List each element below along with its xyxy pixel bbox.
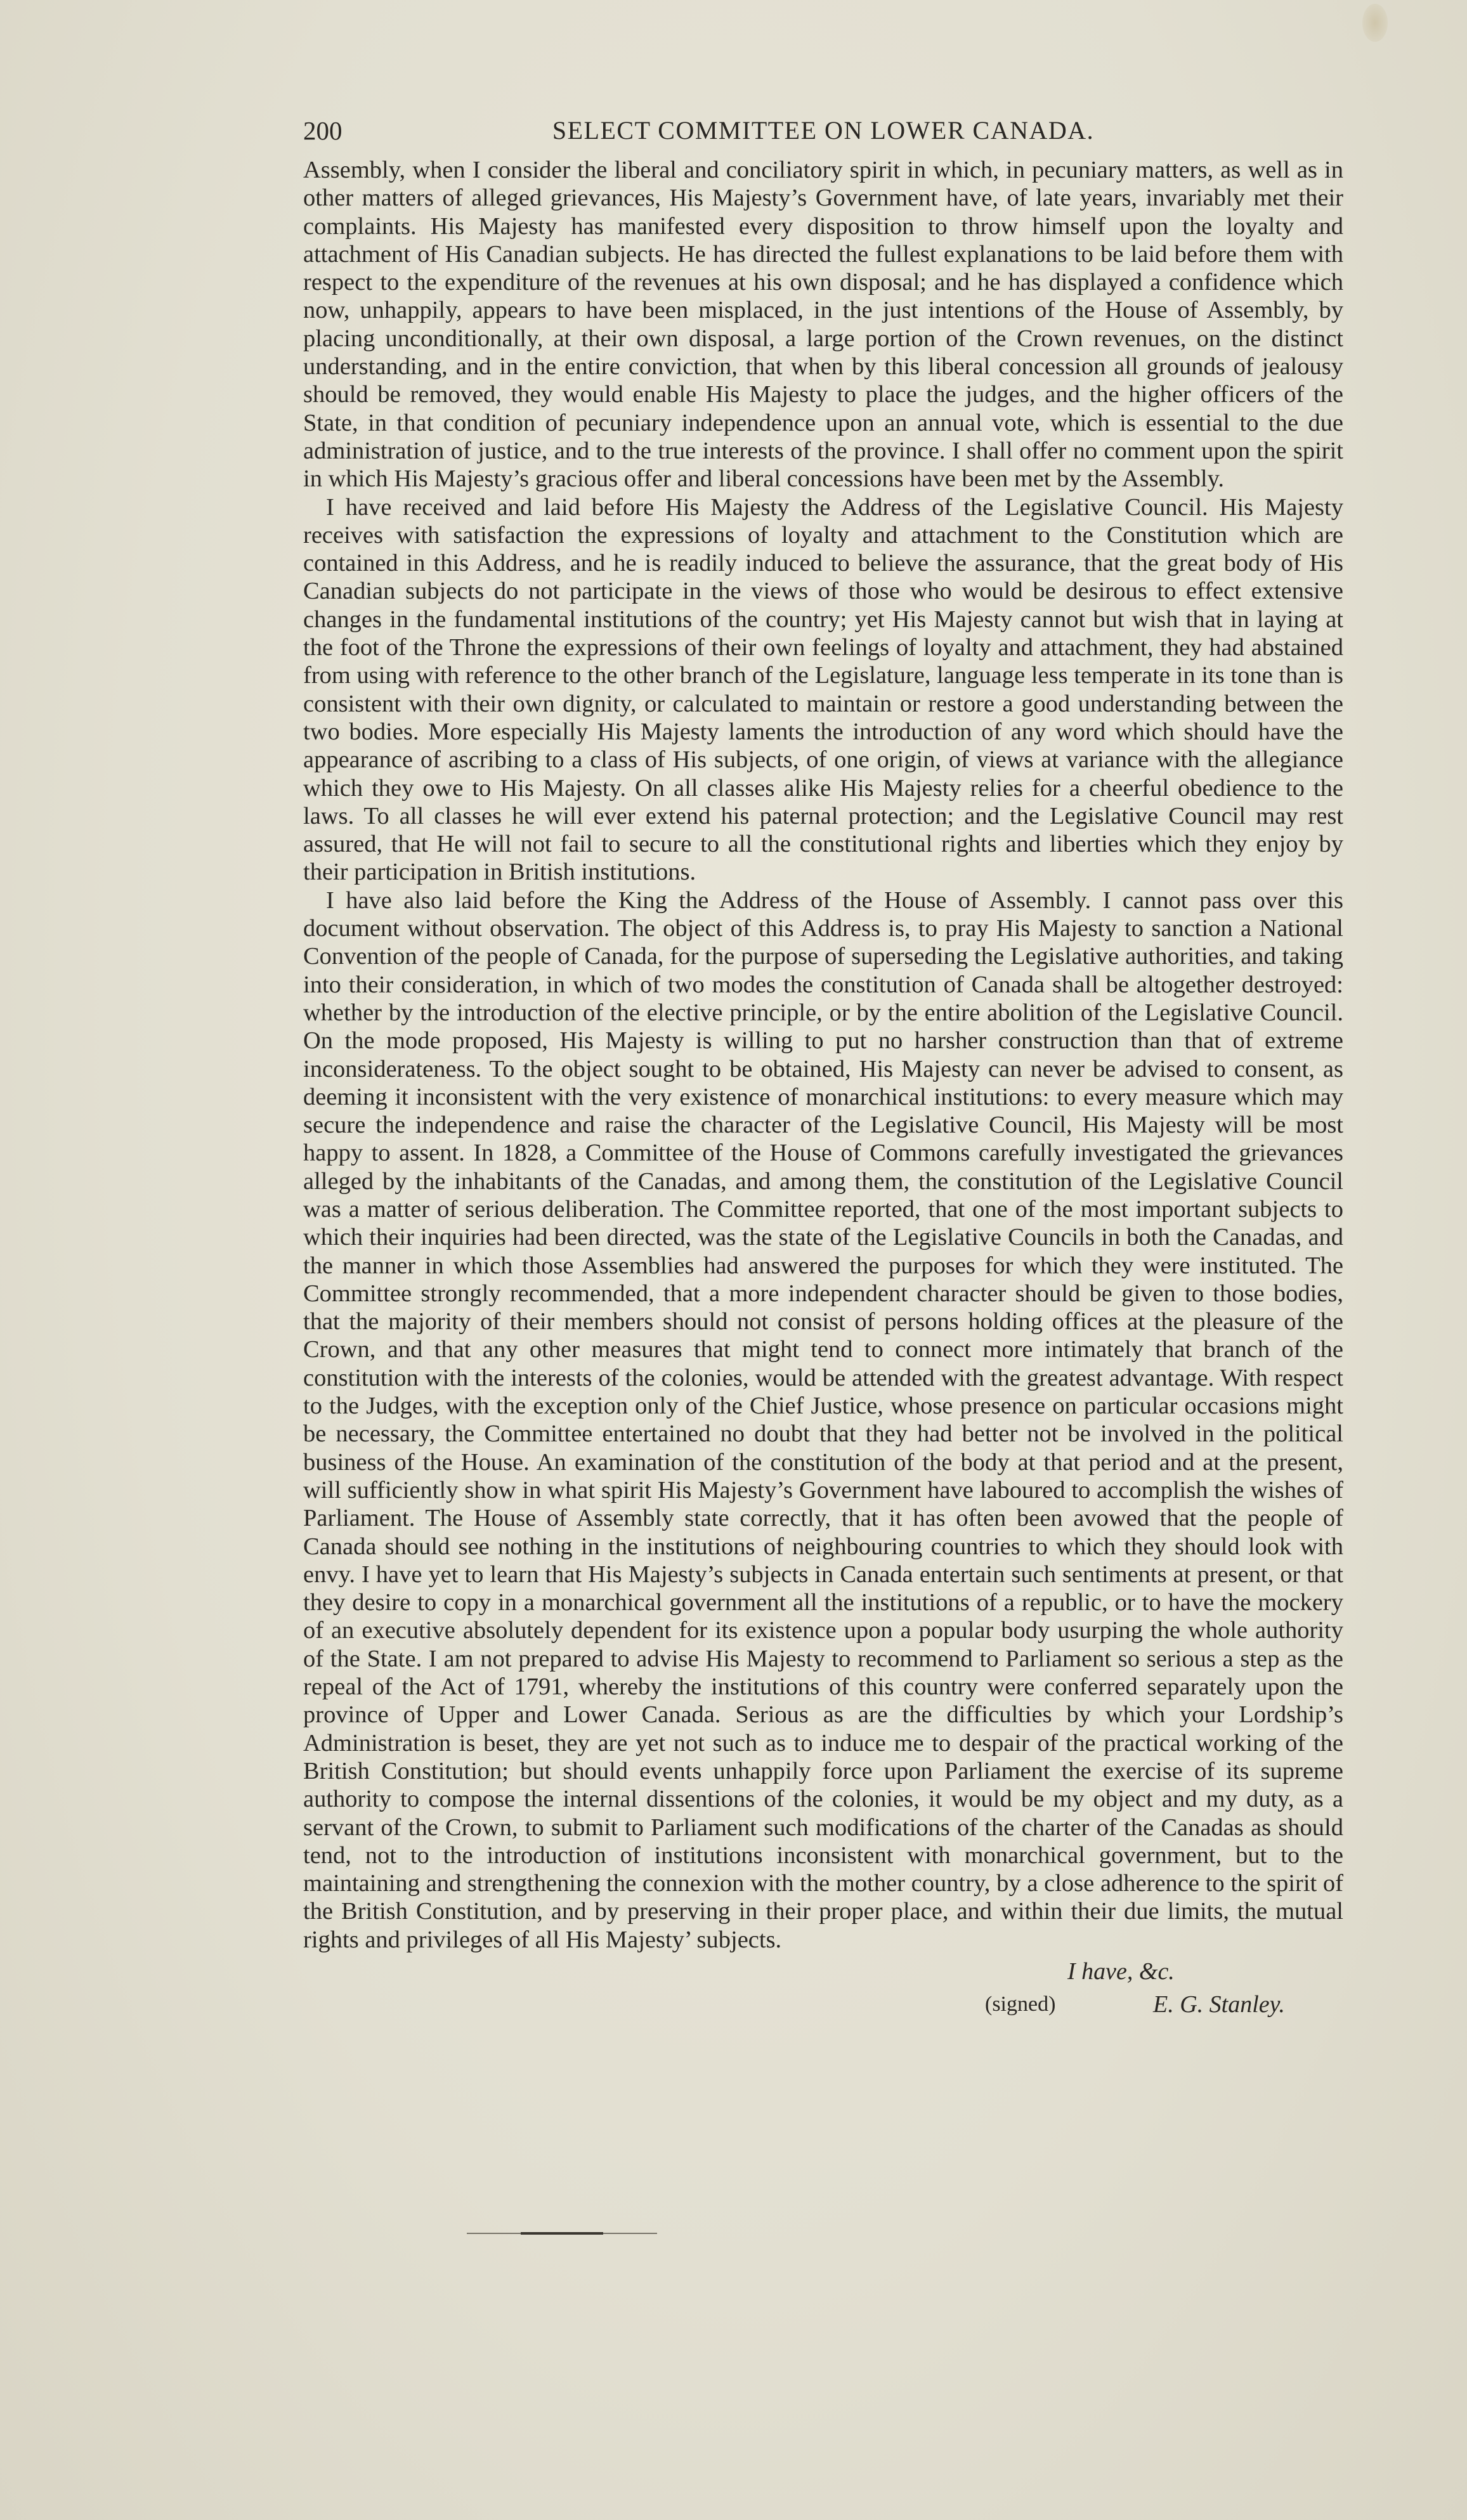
closing-line: I have, &c. <box>1067 1958 1175 1985</box>
letter-body <box>303 156 1343 1954</box>
page-number: 200 <box>303 116 342 145</box>
paper-stain <box>1362 4 1388 42</box>
running-head <box>303 112 1343 150</box>
signed-label: (signed) <box>985 1992 1056 2016</box>
signature: E. G. Stanley. <box>1153 1991 1285 2018</box>
running-title: SELECT COMMITTEE ON LOWER CANADA. <box>552 116 1095 145</box>
paragraph-house-of-assembly: I have also laid before the King the Address of the House of Assembly. I cannot pass over this document without observation. The object of this Address is, to pray His Majesty to sanction a National Convention of the people of Canada, for the purpose of superseding the Legislative authorities, and taking into their consideration, in which of two modes the constitution of Canada shall be altogether destroyed: whether by the introduction of the elective principle, or by the entire abolition of the Legislative Council. On the mode proposed, His Majesty is willing to put no harsher construction than that of extreme inconsiderateness. To the object sought to be obtained, His Majesty can never be advised to consent, as deeming it inconsistent with the very existence of monarchical institutions: to every measure which may secure the independence and raise the character of the Legislative Council, His Majesty will be most happy to assent. In 1828, a Committee of the House of Commons carefully investigated the grievances alleged by the inhabitants of the Canadas, and among them, the constitution of the Legislative Council was a matter of serious deliberation. The Committee reported, that one of the most important subjects to which their inquiries had been directed, was the state of the Legislative Councils in both the Canadas, and the manner in which those Assemblies had answered the purposes for which they were instituted. The Committee strongly recommended, that a more independent character should be given to those bodies, that the majority of their members should not consist of persons holding offices at the pleasure of the Crown, and that any other measures that might tend to connect more intimately that branch of the constitution with the interests of the colonies, would be attended with the greatest advantage. With respect to the Judges, with the exception only of the Chief Justice, whose presence on particular occasions might be necessary, the Committee entertained no doubt that they had better not be involved in the political business of the House. An examination of the constitution of the body at that period and at the present, will sufficiently show in what spirit His Majesty’s Government have laboured to accomplish the wishes of Parliament. The House of Assembly state correctly, that it has often been avowed that the people of Canada should see nothing in the institutions of neighbouring countries to which they should look with envy. I have yet to learn that His Majesty’s subjects in Canada entertain such sentiments at present, or that they desire to copy in a monarchical government all the institutions of a republic, or to have the mockery of an executive absolutely dependent for its existence upon a popular body usurping the whole authority of the State. I am not prepared to advise His Majesty to recommend to Parliament so serious a step as the repeal of the Act of 1791, whereby the institutions of this country were conferred separately upon the province of Upper and Lower Canada. Serious as are the difficulties by which your Lordship’s Administration is beset, they are yet not such as to induce me to despair of the practical working of the British Constitution; but should events unhappily force upon Parliament the exercise of its supreme authority to compose the internal dissentions of the colonies, it would be my object and my duty, as a servant of the Crown, to submit to Parliament such modifications of the charter of the Canadas as should tend, not to the introduction of institutions inconsistent with monarchical government, but to the maintaining and strengthening the connexion with the mother country, by a close adherence to the spirit of the British Constitution, and by preserving in their proper place, and within their due limits, the mutual rights and privileges of all His Majesty’ subjects. <box>303 887 1343 1953</box>
section-ornament <box>467 2231 657 2236</box>
paragraph-continuation: Assembly, when I consider the liberal and conciliatory spirit in which, in pecuniary matters, as well as in other matters of alleged grievances, His Majesty’s Government have, of late years, invariably met their complaints. His Majesty has manifested every disposition to throw himself upon the loyalty and attachment of His Canadian subjects. He has directed the fullest explanations to be laid before them with respect to the expenditure of the revenues at his own disposal; and he has displayed a confidence which now, unhappily, appears to have been misplaced, in the just intentions of the House of Assembly, by placing unconditionally, at their own disposal, a large portion of the Crown revenues, on the distinct understanding, and in the entire conviction, that when by this liberal concession all grounds of jealousy should be removed, they would enable His Majesty to place the judges, and the higher officers of the State, in that condition of pecuniary independence upon an annual vote, which is essential to the due administration of justice, and to the true interests of the province. I shall offer no comment upon the spirit in which His Majesty’s gracious offer and liberal concessions have been met by the Assembly. <box>303 157 1343 493</box>
document-page <box>303 112 1343 2026</box>
letter-closing <box>303 1956 1343 2026</box>
paragraph-legislative-council: I have received and laid before His Majesty the Address of the Legislative Council. His Majesty receives with satisfaction the expressions of loyalty and attachment to the Constitution which are contained in this Address, and he is readily induced to believe the assurance, that the great body of His Canadian subjects do not participate in the views of those who would be desirous to effect extensive changes in the fundamental institutions of the country; yet His Majesty cannot but wish that in laying at the foot of the Throne the expressions of their own feelings of loyalty and attachment, they had abstained from using with reference to the other branch of the Legislature, language less temperate in its tone than is consistent with their own dignity, or calculated to maintain or restore a good understanding between the two bodies. More especially His Majesty laments the introduction of any word which should have the appearance of ascribing to a class of His subjects, of one origin, of views at variance with the allegiance which they owe to His Majesty. On all classes alike His Majesty relies for a cheerful obedience to the laws. To all classes he will ever extend his paternal protection; and the Legislative Council may rest assured, that He will not fail to secure to all the constitutional rights and liberties which they enjoy by their participation in British institutions. <box>303 493 1343 886</box>
